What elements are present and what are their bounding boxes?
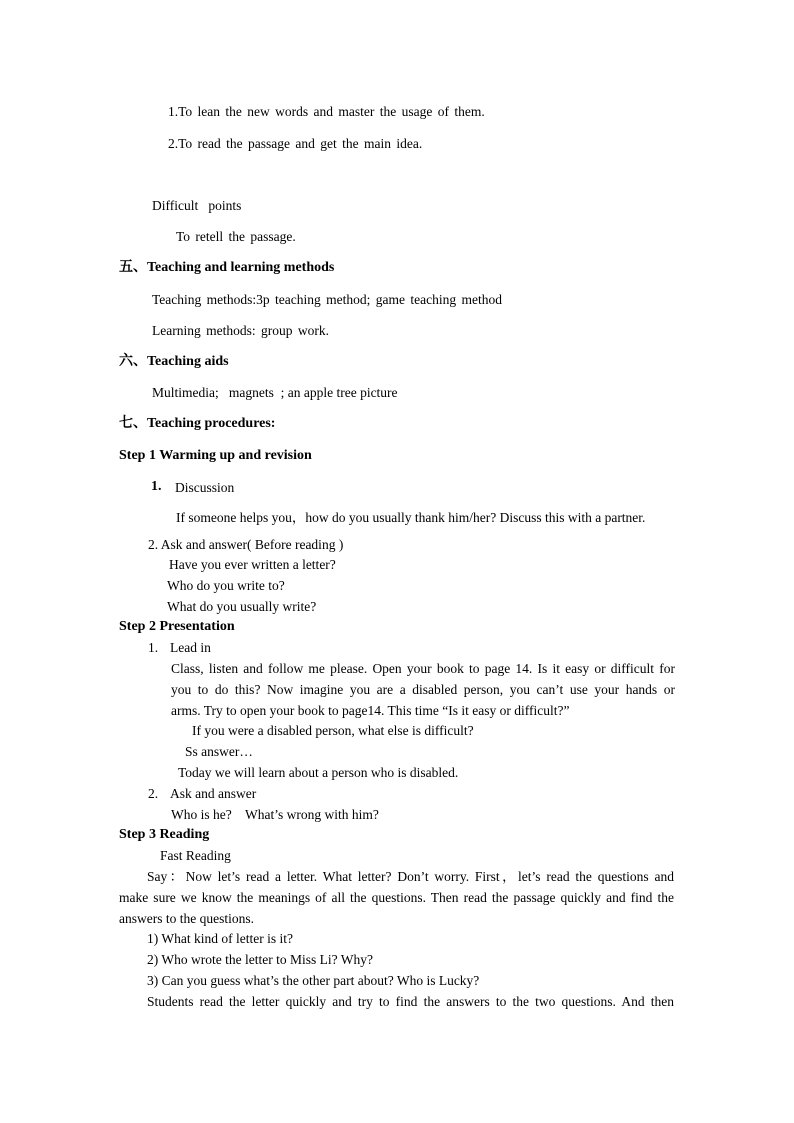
step-2-item-2-label: Ask and answer — [170, 786, 257, 801]
lead-in-line-3: arms. Try to open your book to page14. This time “Is it easy or difficult?” — [171, 703, 570, 718]
step-2-item-2-question: Who is he? What’s wrong with him? — [171, 807, 379, 822]
reading-question-3: 3) Can you guess what’s the other part about? Who is Lucky? — [147, 973, 480, 988]
step-1-item-1-label: Discussion — [175, 480, 235, 495]
step-1-item-1-number: 1. — [151, 479, 162, 494]
step-2-item-2-number: 2. — [148, 786, 159, 801]
step-1-question-3: What do you usually write? — [167, 599, 317, 614]
step-1-item-2-label: 2. Ask and answer( Before reading ) — [148, 537, 344, 552]
reading-question-2: 2) Who wrote the letter to Miss Li? Why? — [147, 952, 373, 967]
say-line-1: Say：Now let’s read a letter. What letter? Don’t worry. First，let’s read the questions and — [147, 869, 674, 884]
section-5-title: 五、Teaching and learning methods — [119, 260, 335, 275]
step-1-discussion-text: If someone helps you，how do you usually thank him/her? Discuss this with a partner. — [176, 510, 646, 525]
fast-reading: Fast Reading — [160, 848, 231, 863]
section-7-title: 七、Teaching procedures: — [119, 416, 276, 431]
step-1-question-1: Have you ever written a letter? — [169, 557, 336, 572]
today-text: Today we will learn about a person who is disabled. — [178, 765, 459, 780]
teaching-aids: Multimedia; magnets ; an apple tree picture — [152, 385, 398, 400]
step-2-item-1-number: 1. — [148, 640, 159, 655]
disabled-question: If you were a disabled person, what else is difficult? — [192, 723, 474, 738]
lead-in-line-2: you to do this? Now imagine you are a disabled person, you can’t use your hands or — [171, 682, 675, 697]
step-2-item-1-label: Lead in — [170, 640, 211, 655]
ss-answer: Ss answer… — [185, 744, 253, 759]
say-line-2: make sure we know the meanings of all the questions. Then read the passage quickly and find the — [119, 890, 674, 905]
objective-2: 2.To read the passage and get the main idea. — [168, 136, 423, 151]
difficult-points-text: To retell the passage. — [176, 229, 296, 244]
learning-methods: Learning methods: group work. — [152, 323, 329, 338]
lead-in-line-1: Class, listen and follow me please. Open your book to page 14. Is it easy or difficult for — [171, 661, 675, 676]
difficult-points-heading: Difficult points — [152, 198, 242, 213]
students-read-line: Students read the letter quickly and try to find the answers to the two questions. And then — [147, 994, 674, 1009]
step-1-question-2: Who do you write to? — [167, 578, 285, 593]
reading-question-1: 1) What kind of letter is it? — [147, 931, 293, 946]
teaching-methods: Teaching methods:3p teaching method; game teaching method — [152, 292, 502, 307]
step-3-title: Step 3 Reading — [119, 827, 210, 842]
section-6-title: 六、Teaching aids — [119, 354, 229, 369]
objective-1: 1.To lean the new words and master the usage of them. — [168, 104, 485, 119]
say-line-3: answers to the questions. — [119, 911, 254, 926]
step-1-title: Step 1 Warming up and revision — [119, 448, 312, 463]
step-2-title: Step 2 Presentation — [119, 619, 235, 634]
